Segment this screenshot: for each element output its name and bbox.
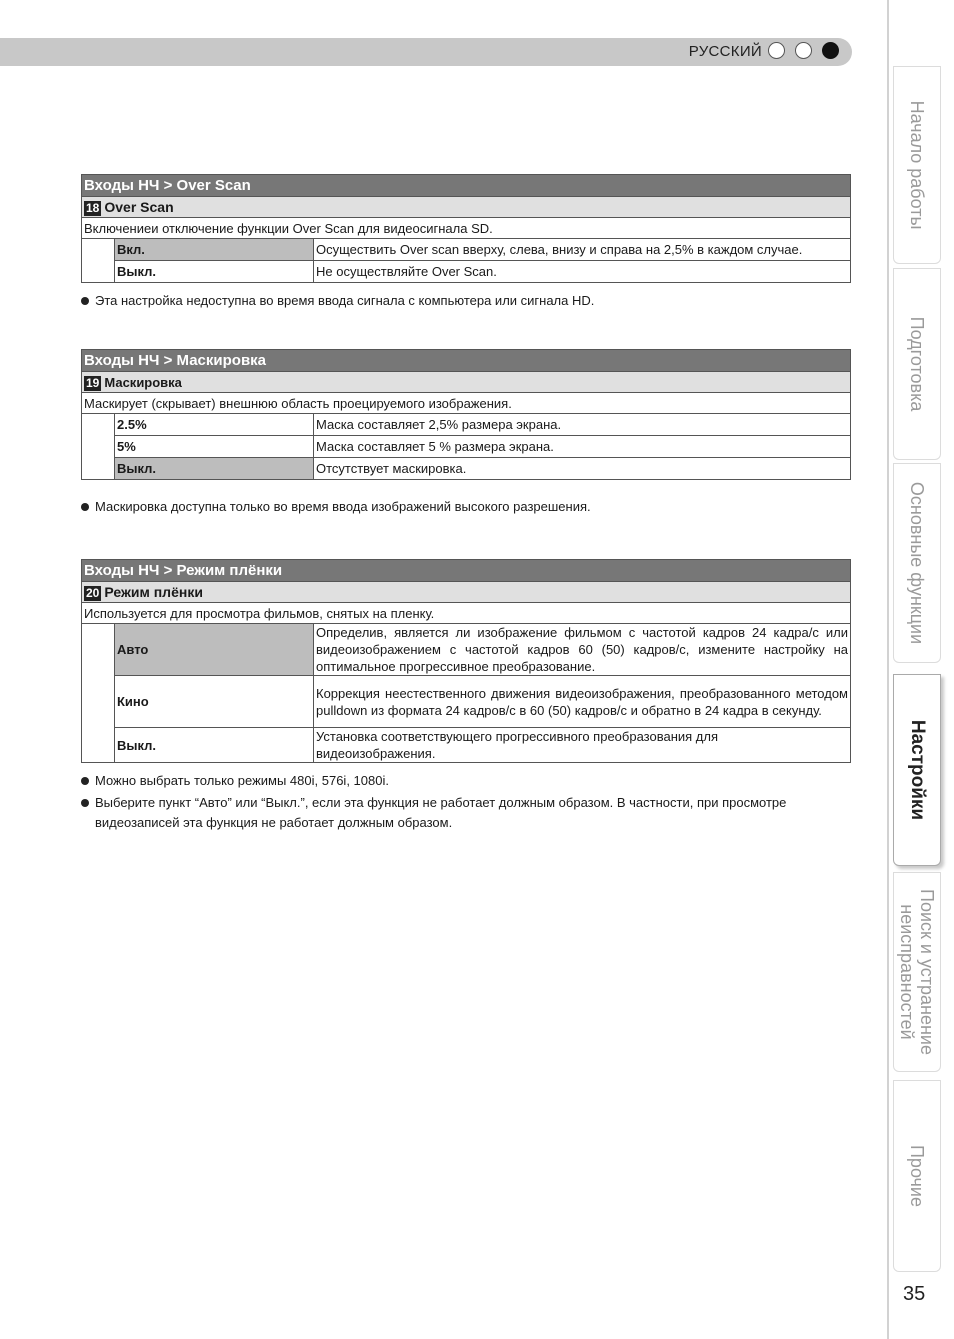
section-tabs <box>887 0 954 1339</box>
item-description: Маскирует (скрывает) внешнюю область проецируемого изображения. <box>82 393 851 414</box>
option-text: Не осуществляйте Over Scan. <box>314 261 851 283</box>
item-name: Режим плёнки <box>104 583 203 600</box>
tab-label: Основные функции <box>907 481 927 645</box>
item-heading <box>82 197 851 218</box>
item-number: 18 <box>86 200 100 215</box>
bullet-icon <box>81 777 89 785</box>
table-spacer <box>82 414 115 480</box>
option-text: Осуществить Over scan вверху, слева, внизу и справа на 2,5% в каждом случае. <box>314 239 851 261</box>
tab-label: Настройки <box>907 719 928 821</box>
option-name: Выкл. <box>115 728 314 763</box>
option-name: Выкл. <box>115 261 314 283</box>
bullet-icon <box>81 503 89 511</box>
list-item <box>81 497 851 517</box>
option-name: Вкл. <box>115 239 314 261</box>
language-indicator-filled-icon <box>822 42 839 59</box>
note-list <box>81 497 851 517</box>
item-heading <box>82 582 851 603</box>
language-bar <box>0 38 852 66</box>
tab-other[interactable] <box>893 1080 941 1272</box>
bullet-icon <box>81 297 89 305</box>
item-heading <box>82 372 851 393</box>
section-title: Входы НЧ > Режим плёнки <box>82 560 851 582</box>
option-name: 5% <box>115 436 314 458</box>
tab-getting-started[interactable] <box>893 66 941 264</box>
table-spacer <box>82 624 115 763</box>
note-text: Эта настройка недоступна во время ввода сигнала с компьютера или сигнала HD. <box>95 293 595 308</box>
item-name: Маскировка <box>104 374 182 390</box>
list-item <box>81 793 851 833</box>
item-number: 19 <box>86 375 100 390</box>
item-description: Используется для просмотра фильмов, снятых на пленку. <box>82 603 851 624</box>
option-text: Определив, является ли изображение фильмом с частотой кадров 24 кадра/с или видеоизображением с частотой кадров 60 (50) кадров/с, измените настройку на оптимальное прогрессивное преобразование. <box>314 624 851 676</box>
language-indicator-empty-icon <box>768 42 785 59</box>
tab-settings[interactable] <box>893 674 941 866</box>
option-text: Отсутствует маскировка. <box>314 458 851 480</box>
note-text: Выберите пункт “Авто” или “Выкл.”, если эта функция не работает должным образом. В частности, при просмотре <box>95 795 787 810</box>
tab-label <box>897 889 937 1055</box>
option-text: Коррекция неестественного движения видеоизображения, преобразованного методом pulldown из формата 24 кадров/с в 60 (50) кадров/с и обратно в 24 кадра в секунду. <box>314 676 851 728</box>
note-text: Можно выбрать только режимы 480i, 576i, 1080i. <box>95 773 389 788</box>
settings-table-overscan <box>81 174 851 283</box>
settings-table-film-mode <box>81 559 851 763</box>
option-name: 2.5% <box>115 414 314 436</box>
note-list <box>81 771 851 833</box>
list-item <box>81 291 851 311</box>
tab-troubleshooting[interactable] <box>893 872 941 1072</box>
option-name: Авто <box>115 624 314 676</box>
section-title: Входы НЧ > Маскировка <box>82 350 851 372</box>
tab-basic-functions[interactable] <box>893 463 941 663</box>
tab-label-line: Поиск и устранение <box>917 889 937 1055</box>
section-title: Входы НЧ > Over Scan <box>82 175 851 197</box>
language-label: РУССКИЙ <box>688 43 762 60</box>
option-text: Маска составляет 2,5% размера экрана. <box>314 414 851 436</box>
language-indicator-empty-icon <box>795 42 812 59</box>
item-number: 20 <box>86 585 100 600</box>
option-name: Выкл. <box>115 458 314 480</box>
tab-label: Начало работы <box>907 100 927 230</box>
tab-label-line: неисправностей <box>897 904 917 1040</box>
page-number: 35 <box>903 1283 926 1305</box>
tab-preparation[interactable] <box>893 268 941 460</box>
item-description: Включениеи отключение функции Over Scan для видеосигнала SD. <box>82 218 851 239</box>
tab-label: Прочие <box>907 1144 927 1208</box>
table-spacer <box>82 239 115 283</box>
option-text: Установка соответствующего прогрессивного преобразования для видеоизображения. <box>314 728 851 763</box>
bullet-icon <box>81 799 89 807</box>
list-item <box>81 771 851 791</box>
option-name: Кино <box>115 676 314 728</box>
note-text: Маскировка доступна только во время ввода изображений высокого разрешения. <box>95 499 591 514</box>
tab-label: Подготовка <box>907 316 927 412</box>
option-text: Маска составляет 5 % размера экрана. <box>314 436 851 458</box>
note-text-continued: видеозаписей эта функция не работает должным образом. <box>95 815 453 830</box>
item-name: Over Scan <box>104 198 174 215</box>
settings-table-masking <box>81 349 851 480</box>
note-list <box>81 291 851 311</box>
